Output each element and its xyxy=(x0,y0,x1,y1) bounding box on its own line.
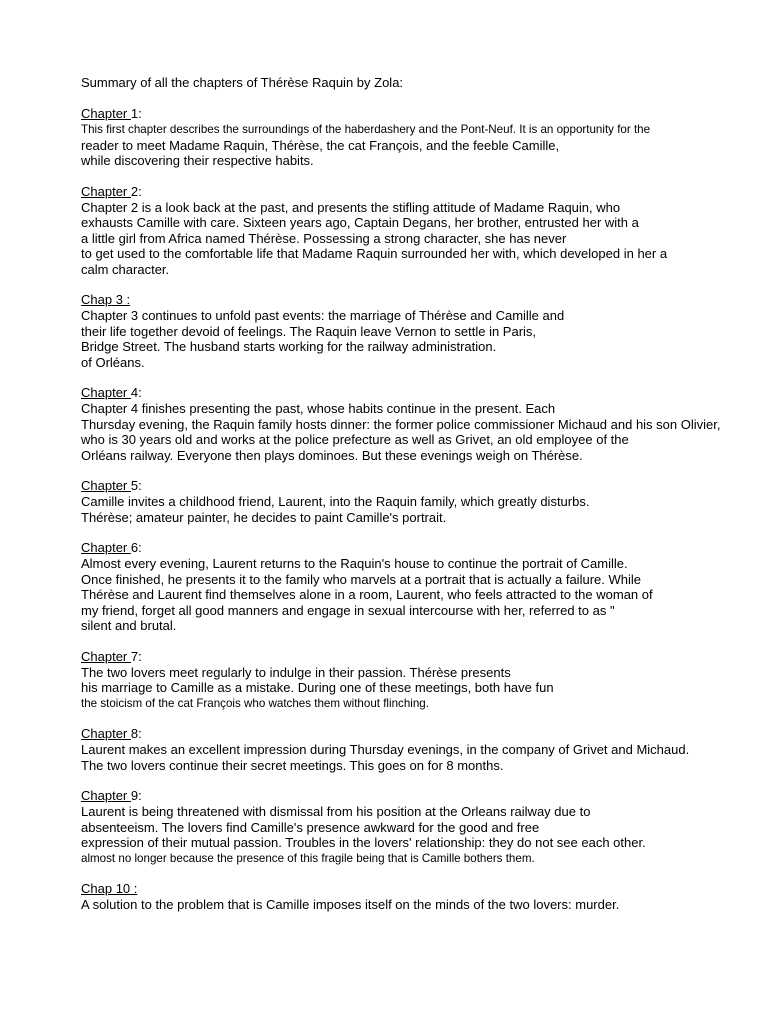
chapter-list xyxy=(81,105,741,913)
chapter-section xyxy=(81,105,741,169)
chapter-section xyxy=(81,648,741,712)
chapter-heading-label: Chap 10 : xyxy=(81,881,138,896)
chapter-section xyxy=(81,384,741,463)
chapter-text-line: Orléans railway. Everyone then plays dominoes. But these evenings weigh on Thérèse. xyxy=(81,447,583,463)
chapter-section xyxy=(81,787,741,866)
chapter-heading-label: Chapter xyxy=(81,106,131,121)
chapter-section xyxy=(81,880,741,913)
chapter-text-line: who is 30 years old and works at the police prefecture as well as Grivet, an old employee of the xyxy=(81,432,629,447)
chapter-heading-label: Chap 3 : xyxy=(81,292,131,307)
chapter-text-line: Once finished, he presents it to the family who marvels at a portrait that is actually a failure. While xyxy=(81,571,641,587)
chapter-heading-label: Chapter xyxy=(81,183,131,199)
chapter-text-line: Thérèse; amateur painter, he decides to paint Camille's portrait. xyxy=(81,509,447,525)
chapter-text-line: to get used to the comfortable life that Madame Raquin surrounded her with, which developed in her a xyxy=(81,246,668,261)
chapter-heading-label: Chapter xyxy=(81,726,131,741)
chapter-text-line: expression of their mutual passion. Troubles in the lovers' relationship: they do not see each other. xyxy=(81,835,646,850)
chapter-section xyxy=(81,477,741,525)
chapter-section xyxy=(81,291,741,370)
chapter-text-line: while discovering their respective habits. xyxy=(81,153,314,168)
chapter-heading-number: 7: xyxy=(130,648,142,664)
chapter-text-line: A solution to the problem that is Camille imposes itself on the minds of the two lovers: murder. xyxy=(81,897,620,912)
chapter-heading xyxy=(81,725,741,742)
chapter-heading-number: 2: xyxy=(130,183,142,199)
chapter-text-line: silent and brutal. xyxy=(81,618,177,633)
chapter-text-line: Almost every evening, Laurent returns to the Raquin's house to continue the portrait of Camille. xyxy=(81,556,628,571)
chapter-text-line: Thérèse and Laurent find themselves alone in a room, Laurent, who feels attracted to the woman of xyxy=(81,587,653,602)
chapter-heading-number: 8: xyxy=(130,726,142,741)
chapter-heading xyxy=(81,105,741,122)
chapter-text-line: a little girl from Africa named Thérèse. Possessing a strong character, she has never xyxy=(81,230,567,246)
chapter-text-line: Bridge Street. The husband starts working for the railway administration. xyxy=(81,339,497,354)
chapter-text-line: calm character. xyxy=(81,261,170,277)
chapter-heading xyxy=(81,291,741,308)
chapter-text-line: reader to meet Madame Raquin, Thérèse, the cat François, and the feeble Camille, xyxy=(81,137,560,153)
chapter-heading-number: 9: xyxy=(130,788,142,803)
chapter-heading-number: 5: xyxy=(130,478,142,493)
chapter-text-line: The two lovers meet regularly to indulge in their passion. Thérèse presents xyxy=(81,664,511,680)
chapter-section xyxy=(81,183,741,278)
chapter-heading-label: Chapter xyxy=(81,540,131,555)
chapter-heading-label: Chapter xyxy=(81,385,131,400)
chapter-text-line: Camille invites a childhood friend, Laurent, into the Raquin family, which greatly disturbs. xyxy=(81,494,590,509)
document-page xyxy=(81,74,741,927)
chapter-heading xyxy=(81,477,741,494)
chapter-section xyxy=(81,539,741,634)
chapter-heading xyxy=(81,183,741,200)
chapter-text-line: Laurent is being threatened with dismissal from his position at the Orleans railway due to xyxy=(81,804,591,819)
chapter-heading xyxy=(81,539,741,556)
chapter-text-line: This first chapter describes the surroundings of the haberdashery and the Pont-Neuf. It is an opportunity for the xyxy=(81,123,651,136)
chapter-heading xyxy=(81,880,741,897)
chapter-heading xyxy=(81,648,741,665)
chapter-heading-label: Chapter xyxy=(81,788,131,803)
chapter-section xyxy=(81,725,741,773)
chapter-text-line: my friend, forget all good manners and engage in sexual intercourse with her, referred to as " xyxy=(81,602,615,618)
chapter-text-line: Chapter 2 is a look back at the past, and presents the stifling attitude of Madame Raquin, who xyxy=(81,199,621,215)
chapter-heading-number: 1: xyxy=(130,106,142,121)
chapter-heading-label: Chapter xyxy=(81,478,131,493)
chapter-text-line: the stoicism of the cat François who watches them without flinching. xyxy=(81,696,429,710)
chapter-text-line: absenteeism. The lovers find Camille's presence awkward for the good and free xyxy=(81,819,540,835)
chapter-text-line: their life together devoid of feelings. The Raquin leave Vernon to settle in Paris, xyxy=(81,323,537,339)
document-title: Summary of all the chapters of Thérèse Raquin by Zola: xyxy=(81,75,404,90)
chapter-text-line: almost no longer because the presence of this fragile being that is Camille bothers them. xyxy=(81,851,535,865)
chapter-text-line: Thursday evening, the Raquin family hosts dinner: the former police commissioner Michaud and his son Olivier, xyxy=(81,416,721,432)
chapter-heading xyxy=(81,787,741,804)
chapter-text-line: Laurent makes an excellent impression during Thursday evenings, in the company of Grivet and Michaud. xyxy=(81,742,690,757)
chapter-text-line: The two lovers continue their secret meetings. This goes on for 8 months. xyxy=(81,757,504,773)
chapter-text-line: of Orléans. xyxy=(81,354,145,370)
chapter-text-line: Chapter 4 finishes presenting the past, whose habits continue in the present. Each xyxy=(81,401,556,416)
chapter-heading xyxy=(81,384,741,401)
chapter-text-line: his marriage to Camille as a mistake. During one of these meetings, both have fun xyxy=(81,680,554,695)
chapter-heading-number: 6: xyxy=(130,540,142,555)
chapter-text-line: Chapter 3 continues to unfold past events: the marriage of Thérèse and Camille and xyxy=(81,308,565,323)
chapter-heading-number: 4: xyxy=(130,385,142,400)
chapter-heading-label: Chapter xyxy=(81,648,131,664)
chapter-text-line: exhausts Camille with care. Sixteen years ago, Captain Degans, her brother, entrusted her with a xyxy=(81,215,639,230)
